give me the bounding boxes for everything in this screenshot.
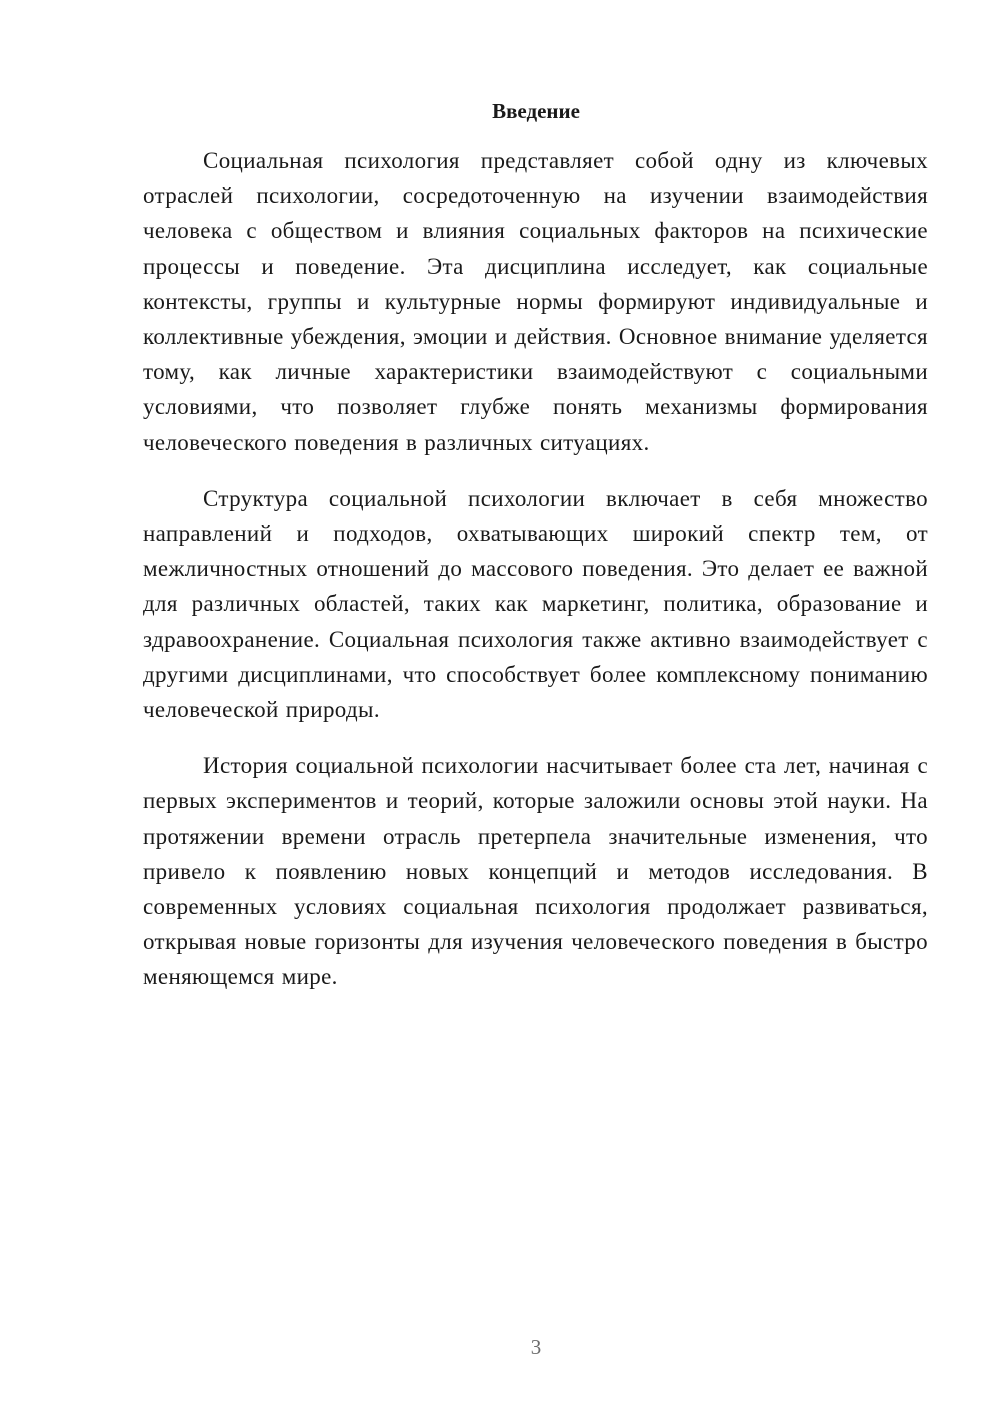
paragraph-2: Структура социальной психологии включает в себя множество направлений и подходов, охватывающих широкий спектр тем, от межличностных отношений до массового поведения. Это делает ее важной для различных областей, таких как маркетинг, политика, образование и здравоохранение. Социальная психология также активно взаимодействует с другими дисциплинами, что способствует более комплексному пониманию человеческой природы. — [143, 485, 928, 723]
section-title: Введение — [492, 99, 580, 123]
paragraph-3: История социальной психологии насчитывает более ста лет, начиная с первых экспериментов и теорий, которые заложили основы этой науки. На протяжении времени отрасль претерпела значительные изменения, что привело к появлению новых концепций и методов исследования. В современных условиях социальная психология продолжает развиваться, открывая новые горизонты для изучения человеческого поведения в быстро меняющемся мире. — [143, 753, 928, 990]
paragraph-1: Социальная психология представляет собой одну из ключевых отраслей психологии, сосредоточенную на изучении взаимодействия человека с обществом и влияния социальных факторов на психические процессы и поведение. Эта дисциплина исследует, как социальные контексты, группы и культурные нормы формируют индивидуальные и коллективные убеждения, эмоции и действия. Основное внимание уделяется тому, как личные характеристики взаимодействуют с социальными условиями, что позволяет глубже понять механизмы формирования человеческого поведения в различных ситуациях. — [143, 148, 928, 455]
body-text — [143, 143, 928, 1016]
page-number: 3 — [530, 1335, 542, 1359]
